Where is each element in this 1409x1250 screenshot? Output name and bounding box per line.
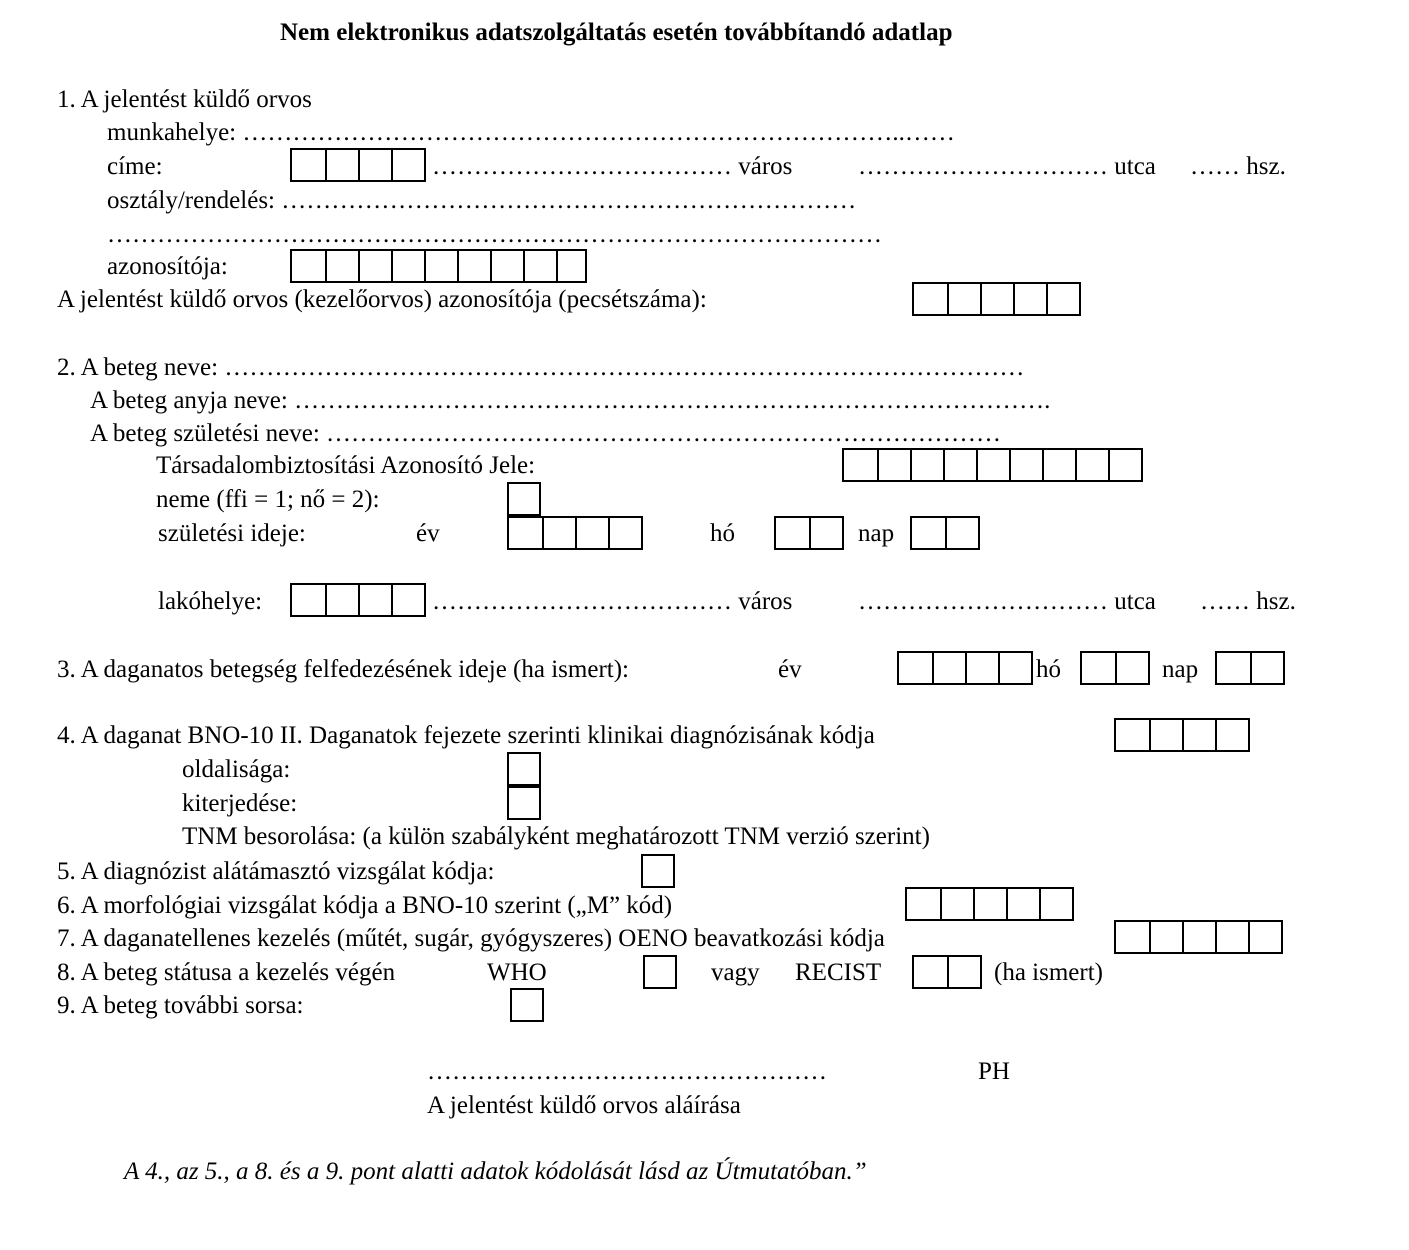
mother-name-field[interactable]: A beteg anyja neve: ………………………………………………………………………………. <box>90 387 1051 414</box>
or-label: vagy <box>711 959 760 986</box>
workplace-field[interactable]: munkahelye: ……………………………………………………………………..…… <box>107 119 955 146</box>
residence-house-number-field[interactable]: …… hsz. <box>1200 588 1296 615</box>
diagnosis-code-label: 4. A daganat BNO-10 II. Daganatok fejezete szerinti klinikai diagnózisának kódja <box>57 722 875 749</box>
morphology-code-boxes[interactable] <box>905 887 1074 921</box>
doctor-zip-boxes[interactable] <box>290 148 426 182</box>
workplace-id-label: azonosítója: <box>107 253 228 280</box>
signature-label: A jelentést küldő orvos aláírása <box>427 1092 741 1119</box>
department-field-continued[interactable]: ………………………………………………………………………………… <box>107 221 882 248</box>
discovery-month-boxes[interactable] <box>1080 651 1150 685</box>
sex-label: neme (ffi = 1; nő = 2): <box>156 486 380 513</box>
residence-label: lakóhelye: <box>158 588 263 615</box>
residence-zip-boxes[interactable] <box>290 583 426 617</box>
birth-year-label: év <box>416 520 440 547</box>
patient-name-field[interactable]: 2. A beteg neve: …………………………………………………………………………………… <box>57 354 1025 381</box>
sex-box[interactable] <box>507 482 541 516</box>
birth-day-boxes[interactable] <box>910 516 980 550</box>
residence-street-field[interactable]: ………………………… utca <box>858 588 1156 615</box>
diagnosis-code-boxes[interactable] <box>1114 718 1250 752</box>
discovery-day-label: nap <box>1162 656 1199 683</box>
taj-label: Társadalombiztosítási Azonosító Jele: <box>156 452 536 479</box>
extent-label: kiterjedése: <box>182 790 298 817</box>
recist-label: RECIST <box>795 959 882 986</box>
section1-heading: 1. A jelentést küldő orvos <box>57 86 312 113</box>
supporting-exam-box[interactable] <box>641 854 675 888</box>
taj-boxes[interactable] <box>842 448 1143 482</box>
who-label: WHO <box>487 959 547 986</box>
laterality-label: oldalisága: <box>182 756 291 783</box>
extent-box[interactable] <box>507 786 541 820</box>
birth-month-label: hó <box>710 520 735 547</box>
stamp-label: PH <box>978 1058 1010 1085</box>
treatment-code-boxes[interactable] <box>1114 920 1283 954</box>
form-title: Nem elektronikus adatszolgáltatás esetén továbbítandó adatlap <box>280 19 953 46</box>
doctor-id-boxes[interactable] <box>912 282 1081 316</box>
laterality-box[interactable] <box>507 752 541 786</box>
supporting-exam-label: 5. A diagnózist alátámasztó vizsgálat kódja: <box>57 858 495 885</box>
discovery-year-boxes[interactable] <box>897 651 1033 685</box>
further-fate-box[interactable] <box>510 988 544 1022</box>
discovery-day-boxes[interactable] <box>1215 651 1285 685</box>
doctor-house-number-field[interactable]: …… hsz. <box>1190 153 1286 180</box>
discovery-year-label: év <box>778 656 802 683</box>
further-fate-label: 9. A beteg további sorsa: <box>57 992 304 1019</box>
address-label: címe: <box>107 153 163 180</box>
tnm-label: TNM besorolása: (a külön szabályként meghatározott TNM verzió szerint) <box>182 823 930 850</box>
treatment-code-label: 7. A daganatellenes kezelés (műtét, sugár, gyógyszeres) OENO beavatkozási kódja <box>57 925 885 952</box>
birth-month-boxes[interactable] <box>774 516 844 550</box>
who-box[interactable] <box>643 955 677 989</box>
workplace-id-boxes[interactable] <box>290 249 587 283</box>
signature-line[interactable]: ………………………………………… <box>427 1058 827 1085</box>
status-label: 8. A beteg státusa a kezelés végén <box>57 959 396 986</box>
birth-name-field[interactable]: A beteg születési neve: ……………………………………………………………………… <box>90 420 1002 447</box>
footnote: A 4., az 5., a 8. és a 9. pont alatti adatok kódolását lásd az Útmutatóban.” <box>124 1158 867 1185</box>
doctor-id-label: A jelentést küldő orvos (kezelőorvos) azonosítója (pecsétszáma): <box>57 286 707 313</box>
birth-date-label: születési ideje: <box>158 520 306 547</box>
if-known-label: (ha ismert) <box>994 959 1103 986</box>
birth-day-label: nap <box>858 520 895 547</box>
morphology-code-label: 6. A morfológiai vizsgálat kódja a BNO-10 szerint („M” kód) <box>57 892 673 919</box>
recist-boxes[interactable] <box>912 955 982 989</box>
discovery-month-label: hó <box>1036 656 1061 683</box>
residence-city-field[interactable]: ……………………………… város <box>432 588 793 615</box>
department-field[interactable]: osztály/rendelés: …………………………………………………………… <box>107 187 857 214</box>
doctor-city-field[interactable]: ……………………………… város <box>432 153 793 180</box>
doctor-street-field[interactable]: ………………………… utca <box>858 153 1156 180</box>
birth-year-boxes[interactable] <box>507 516 643 550</box>
discovery-date-label: 3. A daganatos betegség felfedezésének ideje (ha ismert): <box>57 656 629 683</box>
